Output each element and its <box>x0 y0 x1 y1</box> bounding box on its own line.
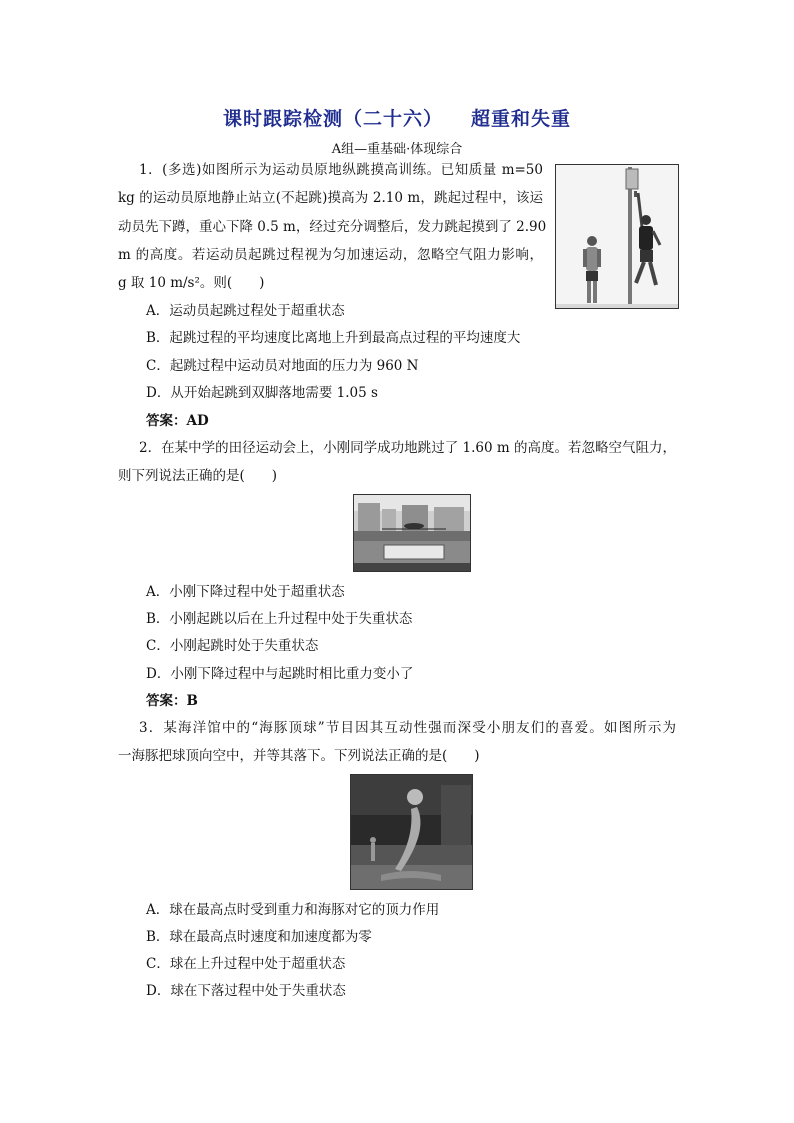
q3-option-c: C．球在上升过程中处于超重状态 <box>146 956 346 972</box>
q1-option-a: A．运动员起跳过程处于超重状态 <box>146 303 345 319</box>
vertical-jump-photo <box>555 164 679 309</box>
q1-line-3: 动员先下蹲，重心下降 0.5 m，经过充分调整后，发力跳起摸到了 2.90 <box>118 219 547 235</box>
q1-answer: 答案：AD <box>146 413 209 429</box>
q1-option-b: B．起跳过程的平均速度比离地上升到最高点过程的平均速度大 <box>146 330 521 346</box>
q2-option-d: D．小刚下降过程中与起跳时相比重力变小了 <box>146 666 414 682</box>
q3-line-2: 一海豚把球顶向空中，并等其落下。下列说法正确的是( ) <box>118 748 480 764</box>
page-title <box>0 104 794 131</box>
q3-option-d: D．球在下落过程中处于失重状态 <box>146 983 346 999</box>
q3-option-a: A．球在最高点时受到重力和海豚对它的顶力作用 <box>146 902 440 918</box>
q2-option-b: B．小刚起跳以后在上升过程中处于失重状态 <box>146 611 413 627</box>
high-jump-photo <box>353 494 471 572</box>
q3-line-1: 3．某海洋馆中的“海豚顶球”节目因其互动性强而深受小朋友们的喜爱。如图所示为 <box>139 720 676 736</box>
q1-line-2: kg 的运动员原地静止站立(不起跳)摸高为 2.10 m，跳起过程中，该运 <box>118 190 543 206</box>
q2-option-c: C．小刚起跳时处于失重状态 <box>146 638 319 654</box>
q1-line-1: 1．(多选)如图所示为运动员原地纵跳摸高训练。已知质量 m=50 <box>139 162 543 178</box>
title-sub: 超重和失重 <box>471 108 572 130</box>
q1-option-c: C．起跳过程中运动员对地面的压力为 960 N <box>146 358 419 374</box>
q2-answer: 答案：B <box>146 693 198 709</box>
q2-option-a: A．小刚下降过程中处于超重状态 <box>146 584 345 600</box>
q2-line-1: 2．在某中学的田径运动会上，小刚同学成功地跳过了 1.60 m 的高度。若忽略空气阻力， <box>139 440 676 456</box>
section-heading: A组—重基础·体现综合 <box>331 142 463 157</box>
dolphin-photo <box>350 774 473 890</box>
q1-line-4: m 的高度。若运动员起跳过程视为匀加速运动，忽略空气阻力影响， <box>118 247 543 263</box>
q3-option-b: B．球在最高点时速度和加速度都为零 <box>146 929 372 945</box>
title-main: 课时跟踪检测（二十六） <box>222 108 443 130</box>
q1-line-5: g 取 10 m/s²。则( ) <box>118 275 265 291</box>
q2-line-2: 则下列说法正确的是( ) <box>118 468 278 484</box>
q1-option-d: D．从开始起跳到双脚落地需要 1.05 s <box>146 385 378 401</box>
